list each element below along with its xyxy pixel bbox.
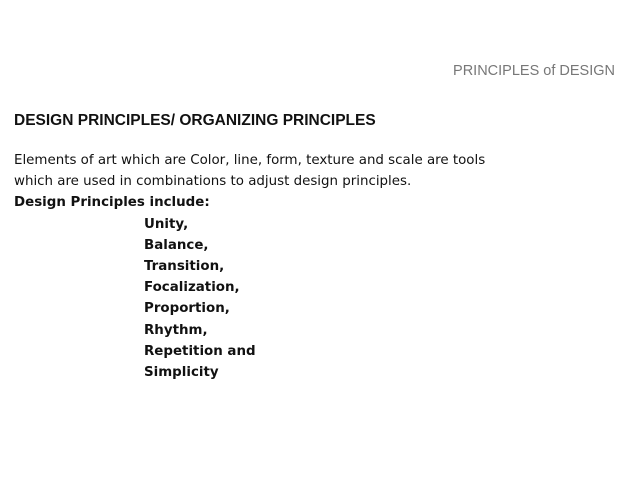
list-item: Balance,	[144, 237, 209, 253]
body-line-1: Elements of art which are Color, line, form, texture and scale are tools	[14, 153, 486, 168]
principles-heading: Design Principles include:	[14, 195, 210, 211]
slide-body	[14, 150, 614, 383]
body-line-2: which are used in combinations to adjust design principles.	[14, 174, 412, 190]
list-item: Transition,	[144, 259, 225, 275]
list-item: Focalization,	[144, 280, 240, 296]
principles-list	[14, 214, 614, 384]
list-item: Repetition and	[144, 343, 256, 359]
list-item: Proportion,	[144, 301, 230, 317]
list-item: Unity,	[144, 216, 189, 232]
slide-header: PRINCIPLES of DESIGN	[453, 63, 615, 79]
list-item: Simplicity	[144, 365, 219, 381]
slide-title: DESIGN PRINCIPLES/ ORGANIZING PRINCIPLES	[14, 112, 376, 129]
list-item: Rhythm,	[144, 322, 208, 338]
